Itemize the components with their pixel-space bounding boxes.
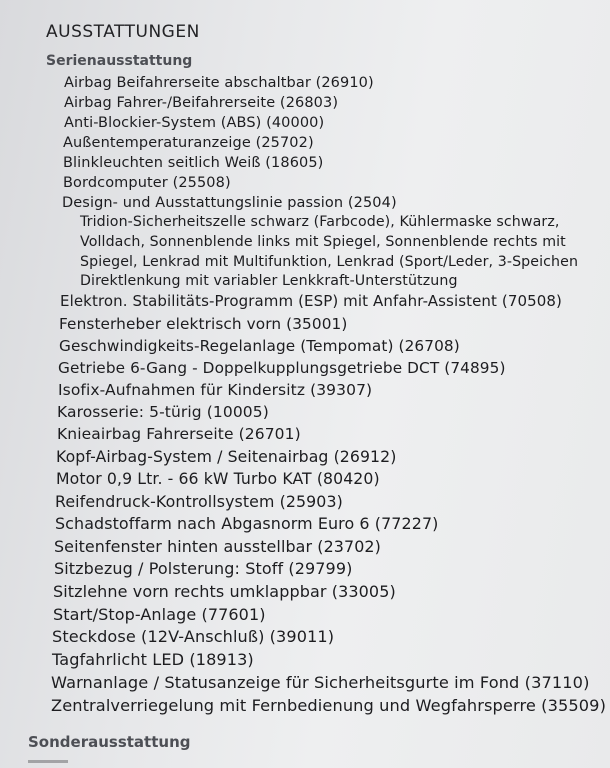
equipment-item: Außentemperaturanzeige (25702) [63, 135, 314, 151]
equipment-item: Sitzlehne vorn rechts umklappbar (33005) [53, 582, 396, 601]
equipment-item: Airbag Fahrer-/Beifahrerseite (26803) [64, 95, 339, 111]
equipment-item: Anti-Blockier-System (ABS) (40000) [64, 115, 325, 131]
equipment-item: Geschwindigkeits-Regelanlage (Tempomat) (26708) [59, 337, 460, 355]
equipment-item: Getriebe 6-Gang - Doppelkupplungsgetriebe DCT (74895) [58, 359, 506, 377]
equipment-item: Zentralverriegelung mit Fernbedienung und Wegfahrsperre (35509) [51, 696, 606, 715]
cut-off-text-fragment [28, 760, 68, 768]
special-equipment-heading: Sonderausstattung [28, 733, 191, 751]
equipment-item: Knieairbag Fahrerseite (26701) [57, 425, 301, 443]
equipment-item: Blinkleuchten seitlich Weiß (18605) [63, 155, 324, 171]
series-equipment-heading: Serienausstattung [46, 53, 193, 69]
equipment-detail-line: Tridion-Sicherheitszelle schwarz (Farbcode), Kühlermaske schwarz, [80, 214, 560, 230]
equipment-detail-line: Direktlenkung mit variabler Lenkkraft-Unterstützung [80, 273, 458, 289]
equipment-item: Reifendruck-Kontrollsystem (25903) [55, 492, 343, 511]
equipment-item: Steckdose (12V-Anschluß) (39011) [52, 627, 335, 646]
equipment-item: Kopf-Airbag-System / Seitenairbag (26912) [56, 447, 397, 466]
equipment-item: Karosserie: 5-türig (10005) [57, 403, 269, 421]
equipment-item: Elektron. Stabilitäts-Programm (ESP) mit Anfahr-Assistent (70508) [60, 292, 563, 310]
equipment-item: Sitzbezug / Polsterung: Stoff (29799) [54, 559, 353, 578]
equipment-item: Tagfahrlicht LED (18913) [52, 650, 254, 669]
equipment-item: Motor 0,9 Ltr. - 66 kW Turbo KAT (80420) [56, 469, 380, 488]
equipment-item: Airbag Beifahrerseite abschaltbar (26910) [64, 75, 374, 91]
page-title: AUSSTATTUNGEN [46, 22, 200, 42]
equipment-detail-line: Volldach, Sonnenblende links mit Spiegel, Sonnenblende rechts mit [80, 234, 566, 250]
equipment-item: Warnanlage / Statusanzeige für Sicherheitsgurte im Fond (37110) [51, 673, 590, 692]
equipment-item: Design- und Ausstattungslinie passion (2504) [62, 195, 397, 211]
equipment-item: Start/Stop-Anlage (77601) [53, 605, 266, 624]
equipment-detail-line: Spiegel, Lenkrad mit Multifunktion, Lenkrad (Sport/Leder, 3-Speichen [80, 254, 579, 270]
equipment-item: Bordcomputer (25508) [63, 175, 231, 191]
equipment-item: Fensterheber elektrisch vorn (35001) [59, 315, 348, 333]
equipment-item: Seitenfenster hinten ausstellbar (23702) [54, 537, 381, 556]
equipment-item: Schadstoffarm nach Abgasnorm Euro 6 (77227) [55, 514, 439, 533]
equipment-item: Isofix-Aufnahmen für Kindersitz (39307) [58, 381, 373, 399]
